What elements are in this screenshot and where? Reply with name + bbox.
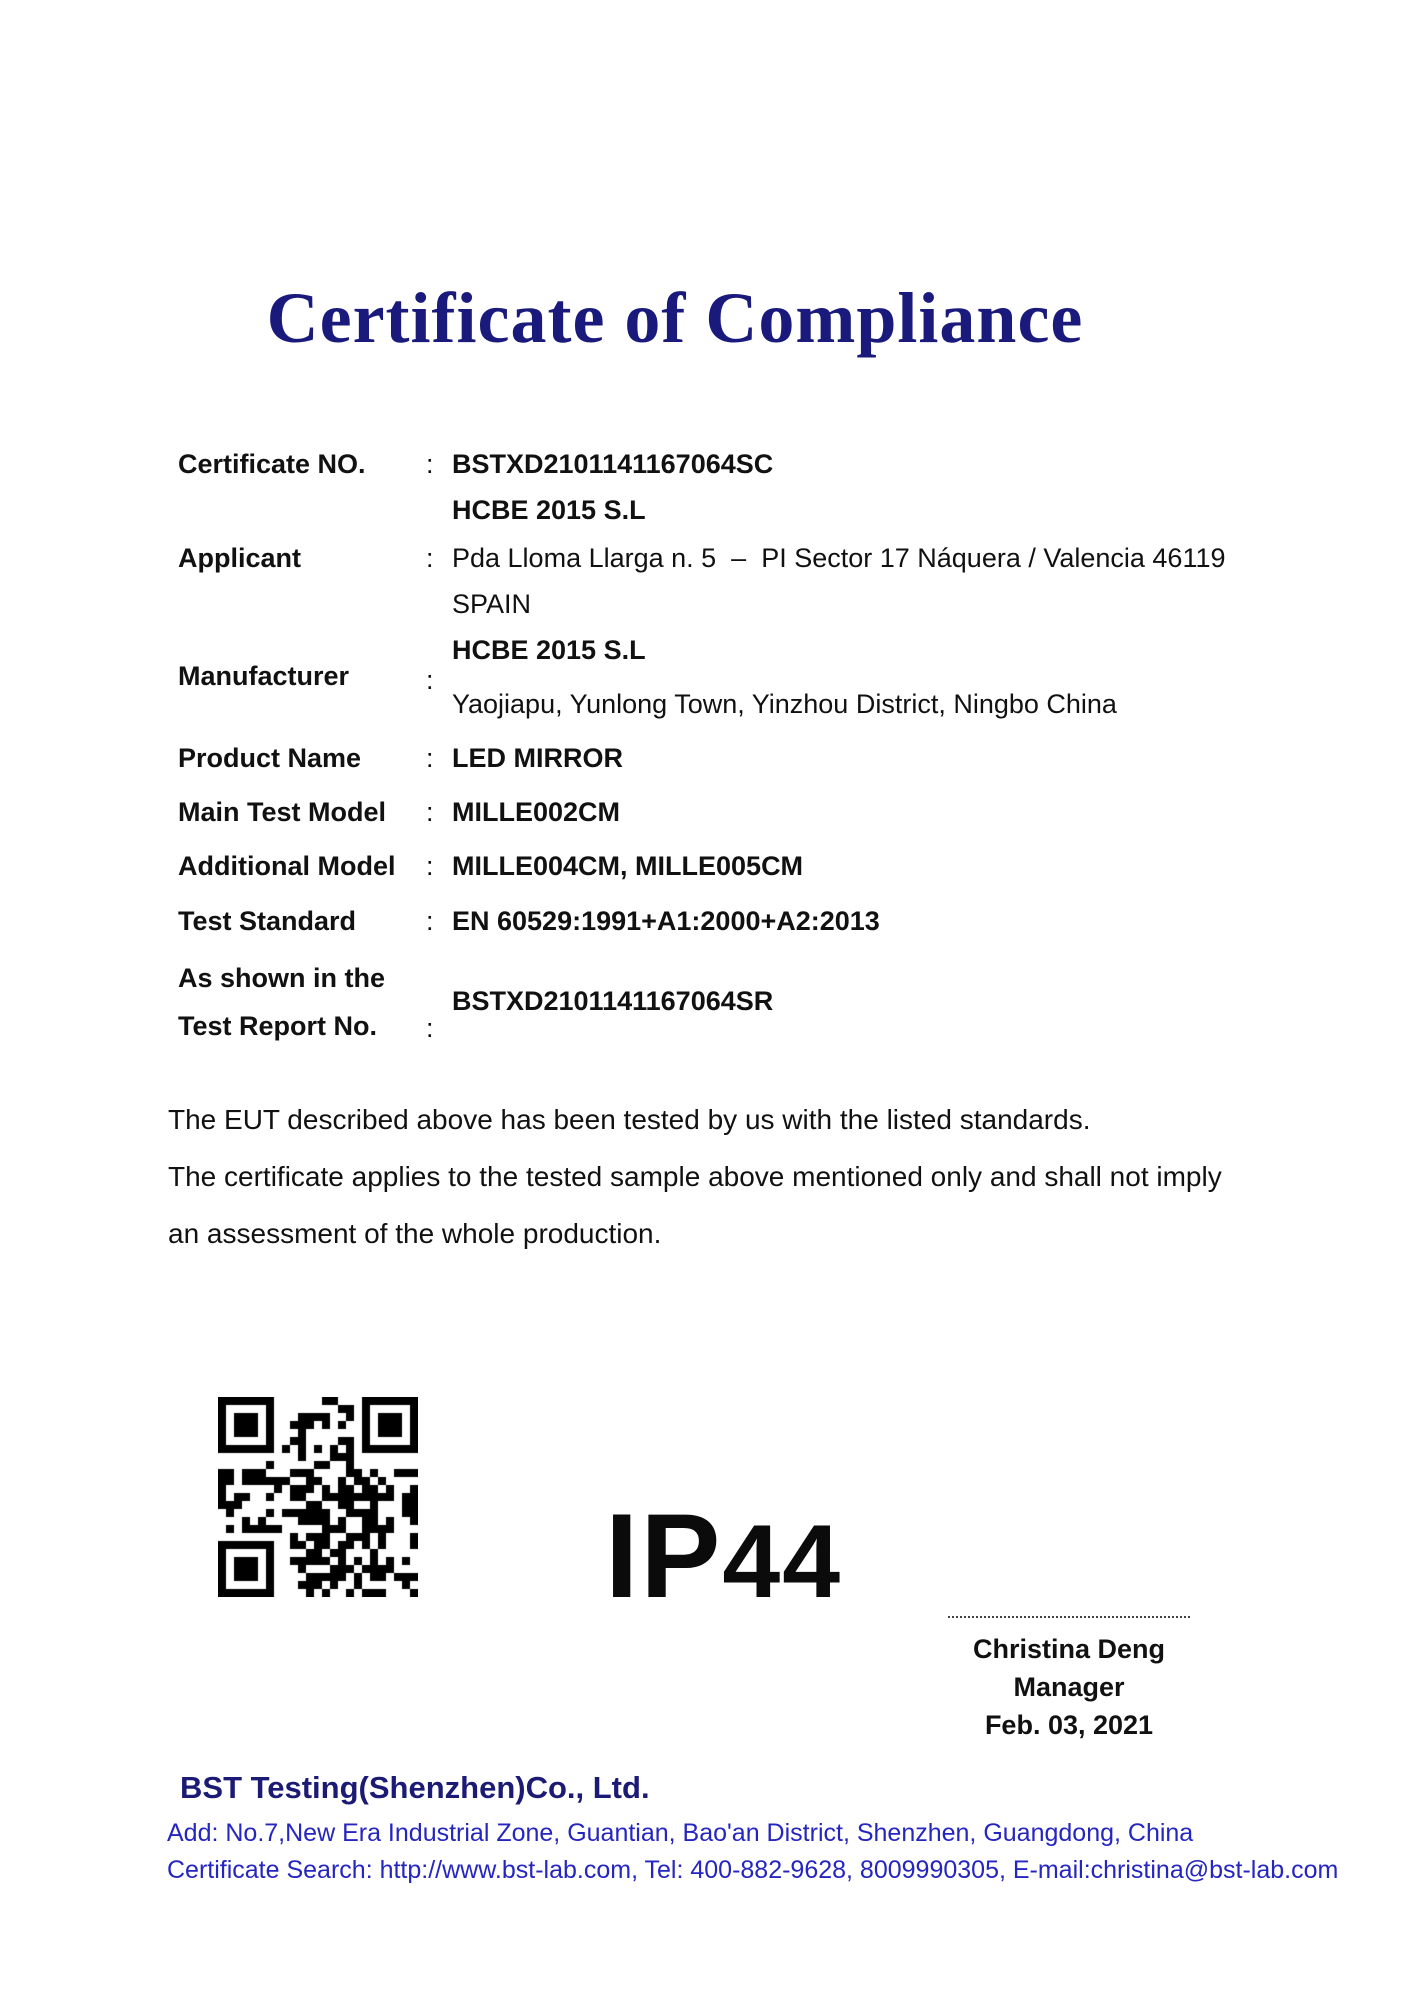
colon-applicant: : (426, 543, 434, 573)
value-manufacturer-name: HCBE 2015 S.L (452, 635, 646, 665)
ip-rating-prefix: IP (605, 1489, 723, 1623)
label-main-test-model: Main Test Model (178, 797, 387, 827)
label-applicant: Applicant (178, 543, 302, 573)
certificate-title: Certificate of Compliance (266, 278, 1084, 358)
value-manufacturer-address: Yaojiapu, Yunlong Town, Yinzhou District, Ningbo China (452, 689, 1117, 719)
colon-manufacturer: : (426, 665, 434, 695)
label-test-report-line2: Test Report No. (178, 1011, 378, 1041)
signature-dotted-line (948, 1606, 1190, 1618)
colon-additional-model: : (426, 851, 434, 881)
value-certificate-no: BSTXD2101141167064SC (452, 449, 774, 479)
statement-line-1: The EUT described above has been tested by us with the listed standards. (168, 1104, 1091, 1135)
value-additional-model: MILLE004CM, MILLE005CM (452, 851, 804, 881)
footer-contact: Certificate Search: http://www.bst-lab.com, Tel: 400-882-9628, 8009990305, E-mail:christina@bst-lab.com (167, 1856, 1339, 1884)
value-main-test-model: MILLE002CM (452, 797, 621, 827)
colon-test-standard: : (426, 906, 434, 936)
value-test-report-no: BSTXD2101141167064SR (452, 986, 774, 1016)
colon-main-test-model: : (426, 797, 434, 827)
label-test-standard: Test Standard (178, 906, 357, 936)
value-applicant-country: SPAIN (452, 589, 532, 619)
label-test-report-line1: As shown in the (178, 963, 386, 993)
label-certificate-no: Certificate NO. (178, 449, 366, 479)
qr-code-image (218, 1397, 418, 1597)
statement-line-3: an assessment of the whole production. (168, 1218, 662, 1249)
label-additional-model: Additional Model (178, 851, 396, 881)
signature-block (948, 1606, 1190, 1740)
qr-code (218, 1397, 418, 1597)
statement-line-2: The certificate applies to the tested sample above mentioned only and shall not imply (168, 1161, 1222, 1192)
footer-company-name: BST Testing(Shenzhen)Co., Ltd. (180, 1770, 650, 1805)
footer-address: Add: No.7,New Era Industrial Zone, Guantian, Bao'an District, Shenzhen, Guangdong, China (167, 1819, 1194, 1847)
value-test-standard: EN 60529:1991+A1:2000+A2:2013 (452, 906, 880, 936)
signature-role: Manager (1013, 1672, 1125, 1702)
colon-product-name: : (426, 743, 434, 773)
value-applicant-name: HCBE 2015 S.L (452, 495, 646, 525)
label-manufacturer: Manufacturer (178, 661, 350, 691)
signature-date: Feb. 03, 2021 (984, 1710, 1154, 1740)
colon-test-report: : (426, 1013, 434, 1043)
value-applicant-address: Pda Lloma Llarga n. 5 – PI Sector 17 Náquera / Valencia 46119 (452, 543, 1226, 573)
ip-rating-digits: 44 (722, 1504, 843, 1620)
ip-rating (605, 1489, 843, 1623)
colon-certificate-no: : (426, 449, 434, 479)
value-product-name: LED MIRROR (452, 743, 623, 773)
label-product-name: Product Name (178, 743, 362, 773)
signature-name: Christina Deng (972, 1634, 1166, 1664)
